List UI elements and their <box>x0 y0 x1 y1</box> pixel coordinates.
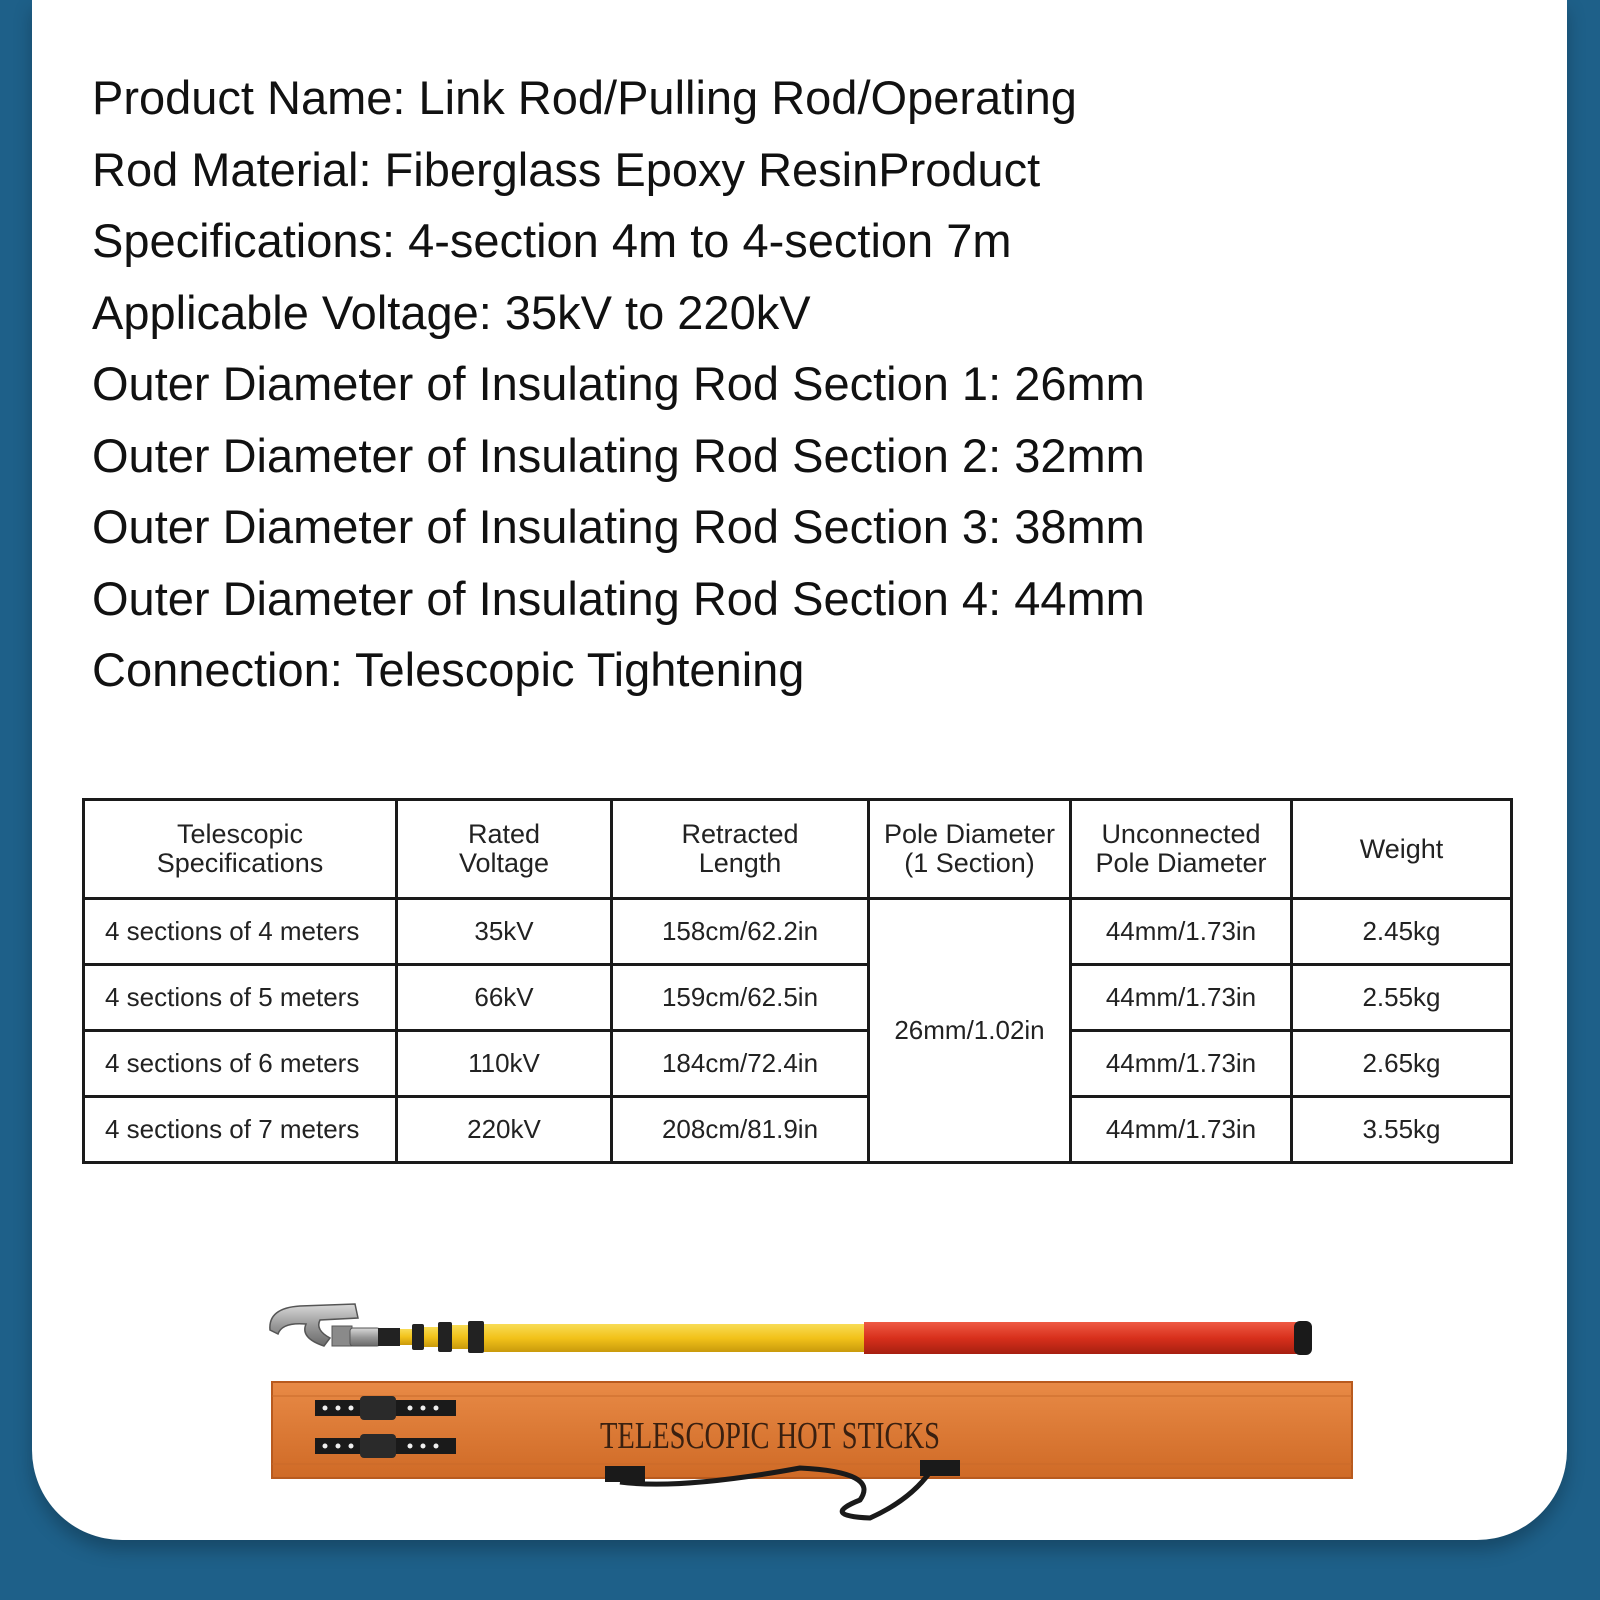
spec-diameter-section-3: Outer Diameter of Insulating Rod Section 3: 38mm <box>92 500 1145 553</box>
cell-voltage: 35kV <box>397 899 612 965</box>
cell-unconnected: 44mm/1.73in <box>1071 1097 1292 1163</box>
table-header-row <box>84 800 1512 899</box>
cell-voltage: 110kV <box>397 1031 612 1097</box>
cell-spec: 4 sections of 6 meters <box>84 1031 397 1097</box>
table-row <box>84 965 1512 1031</box>
spec-applicable-voltage: Applicable Voltage: 35kV to 220kV <box>92 285 811 339</box>
cell-length: 159cm/62.5in <box>612 965 869 1031</box>
header-unconnected-pole-diameter: Unconnected Pole Diameter <box>1071 800 1292 899</box>
spec-product-name: Product Name: Link Rod/Pulling Rod/Operating <box>92 71 1077 124</box>
cell-unconnected: 44mm/1.73in <box>1071 899 1292 965</box>
bag-label: TELESCOPIC HOT STICKS <box>600 1415 940 1457</box>
cell-unconnected: 44mm/1.73in <box>1071 1031 1292 1097</box>
cell-voltage: 66kV <box>397 965 612 1031</box>
cell-spec: 4 sections of 7 meters <box>84 1097 397 1163</box>
header-pole-diameter: Pole Diameter (1 Section) <box>869 800 1071 899</box>
header-telescopic-specifications: Telescopic Specifications <box>84 800 397 899</box>
spec-table <box>82 798 1513 1164</box>
cell-length: 158cm/62.2in <box>612 899 869 965</box>
table-row <box>84 1031 1512 1097</box>
cell-spec: 4 sections of 4 meters <box>84 899 397 965</box>
cell-pole-diameter: 26mm/1.02in <box>869 899 1071 1163</box>
cell-length: 184cm/72.4in <box>612 1031 869 1097</box>
carry-bag <box>272 1382 1352 1478</box>
telescopic-rod <box>378 1321 1312 1355</box>
cell-length: 208cm/81.9in <box>612 1097 869 1163</box>
cell-weight: 3.55kg <box>1292 1097 1512 1163</box>
cell-spec: 4 sections of 5 meters <box>84 965 397 1031</box>
table-row <box>84 1097 1512 1163</box>
spec-diameter-section-4: Outer Diameter of Insulating Rod Section 4: 44mm <box>92 571 1145 625</box>
spec-diameter-section-1: Outer Diameter of Insulating Rod Section 1: 26mm <box>92 357 1145 410</box>
spec-specifications: Specifications: 4-section 4m to 4-section 7m <box>92 214 1012 267</box>
cell-weight: 2.45kg <box>1292 899 1512 965</box>
header-weight: Weight <box>1292 800 1512 899</box>
header-rated-voltage: Rated Voltage <box>397 800 612 899</box>
spec-connection: Connection: Telescopic Tightening <box>92 643 805 696</box>
cell-unconnected: 44mm/1.73in <box>1071 965 1292 1031</box>
cell-voltage: 220kV <box>397 1097 612 1163</box>
cell-weight: 2.65kg <box>1292 1031 1512 1097</box>
spec-rod-material: Rod Material: Fiberglass Epoxy ResinProduct <box>92 142 1041 196</box>
spec-list <box>92 62 1145 706</box>
header-retracted-length: Retracted Length <box>612 800 869 899</box>
cell-weight: 2.55kg <box>1292 965 1512 1031</box>
hook-icon <box>270 1304 380 1346</box>
table-row <box>84 899 1512 965</box>
spec-diameter-section-2: Outer Diameter of Insulating Rod Section 2: 32mm <box>92 428 1145 482</box>
hot-stick-product-image <box>260 1300 1360 1540</box>
